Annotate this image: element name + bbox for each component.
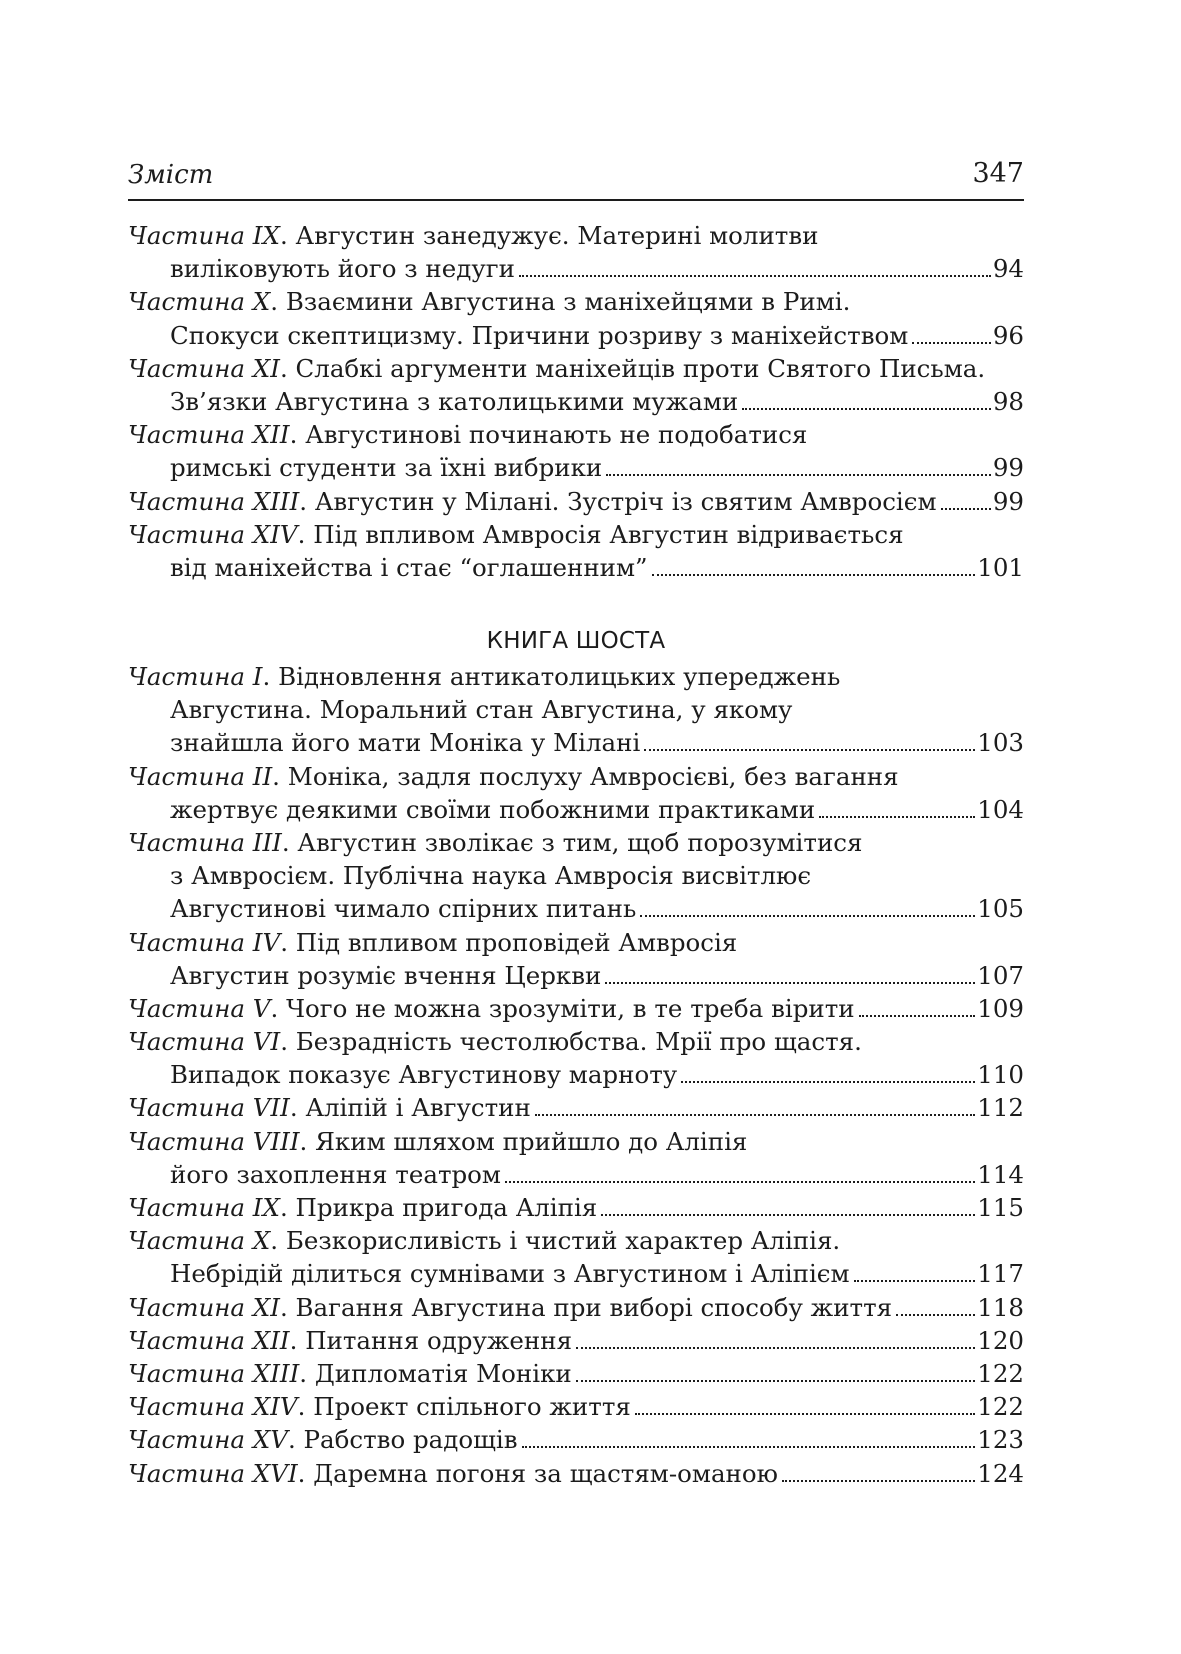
entry-title-text: Аліпій і Августин <box>305 1093 531 1123</box>
toc-entry-continuation-line <box>128 892 1024 925</box>
entry-page-number: 118 <box>977 1292 1024 1322</box>
entry-title-text: Яким шляхом прийшло до Аліпія <box>315 1126 748 1156</box>
header-title: Зміст <box>128 160 214 190</box>
entry-title-text: Спокуси скептицизму. Причини розриву з маніхейством <box>170 320 909 350</box>
toc-entry-continuation-line <box>128 793 1024 826</box>
dot-leader <box>854 1276 976 1282</box>
toc-entry-continuation-line <box>128 1058 1024 1091</box>
entry-title-text: Під впливом проповідей Амвросія <box>295 927 738 957</box>
entry-title-text: Вагання Августина при виборі способу життя <box>295 1292 893 1322</box>
toc-entry-first-line <box>128 1291 1024 1324</box>
entry-page-number: 94 <box>992 254 1024 284</box>
entry-page-number: 107 <box>977 960 1024 990</box>
entry-title-text: Слабкі аргументи маніхейців проти Святого Письма. <box>295 353 986 383</box>
entry-title-text: знайшла його мати Моніка у Мілані <box>170 728 641 758</box>
toc-entry-continuation-line <box>128 551 1024 584</box>
entry-title-text: Безкорисливість і чистий характер Аліпія. <box>285 1226 841 1256</box>
dot-leader <box>535 1110 975 1116</box>
part-label: Частина VII <box>128 1093 290 1123</box>
dot-leader <box>519 271 991 277</box>
toc-entry-continuation-line <box>128 1257 1024 1290</box>
toc-entry-first-line <box>128 1357 1024 1390</box>
part-separator: . <box>279 353 296 383</box>
entry-title-text: Під впливом Амвросія Августин відривається <box>313 519 904 549</box>
entry-page-number: 96 <box>992 320 1024 350</box>
entry-title-text: Августинові починають не подобатися <box>305 420 808 450</box>
part-label: Частина IX <box>128 1193 280 1222</box>
toc-entry-first-line <box>128 1390 1024 1423</box>
entry-title-text: Питання одруження <box>305 1325 573 1355</box>
part-separator: . <box>270 1226 286 1256</box>
toc-entry <box>128 1324 1024 1357</box>
dot-leader <box>859 1011 976 1017</box>
toc-entry-continuation-line <box>128 726 1024 759</box>
part-separator: . <box>289 1093 306 1123</box>
entry-page-number: 114 <box>977 1159 1024 1189</box>
part-label: Частина IV <box>128 927 281 957</box>
toc-entry-first-line <box>128 1091 1024 1124</box>
toc-entry <box>128 992 1024 1025</box>
part-label: Частина XI <box>128 353 280 383</box>
entry-page-number: 109 <box>977 993 1024 1023</box>
section-heading: КНИГА ШОСТА <box>486 628 666 654</box>
part-separator: . <box>297 519 314 549</box>
entry-title-text: Проект спільного життя <box>313 1392 631 1422</box>
dot-leader <box>606 470 991 476</box>
entry-title-text: Моніка, задля послуху Амвросієві, без вагання <box>287 761 899 791</box>
toc-entry-first-line <box>128 660 1024 693</box>
part-separator: . <box>270 993 287 1023</box>
dot-leader <box>681 1077 975 1083</box>
toc-entry <box>128 1291 1024 1324</box>
toc-entry <box>128 418 1024 484</box>
entry-page-number: 110 <box>977 1060 1024 1090</box>
entry-page-number: 101 <box>977 552 1024 582</box>
entry-title-text: жертвує деякими своїми побожними практиками <box>170 794 816 824</box>
toc-entry-continuation-line <box>128 319 1024 352</box>
part-separator: . <box>279 1292 296 1322</box>
part-label: Частина IX <box>128 221 280 250</box>
part-separator: . <box>299 1126 316 1156</box>
part-separator: . <box>289 420 306 450</box>
dot-leader <box>896 1310 975 1316</box>
entry-title-text: Рабство радощів <box>303 1425 518 1455</box>
entry-page-number: 112 <box>977 1093 1024 1123</box>
entry-title-text: Дипломатія Моніки <box>314 1358 572 1388</box>
toc-entry-first-line <box>128 1224 1024 1257</box>
toc-entry-continuation-line <box>128 693 1024 726</box>
entry-title-text: Августин занедужує. Материні молитви <box>295 221 819 250</box>
entry-title-text: Відновлення антикатолицьких упереджень <box>278 662 841 691</box>
part-separator: . <box>299 1358 315 1388</box>
dot-leader <box>819 812 975 818</box>
toc-entry <box>128 660 1024 760</box>
entry-title-text: Августина. Моральний стан Августина, у якому <box>170 695 793 725</box>
entry-page-number: 124 <box>977 1458 1024 1488</box>
dot-leader <box>576 1376 976 1382</box>
toc-entry <box>128 1390 1024 1423</box>
dot-leader <box>742 404 991 410</box>
toc-entry-first-line <box>128 219 1024 252</box>
part-separator: . <box>270 287 286 317</box>
dot-leader <box>782 1476 975 1482</box>
part-separator: . <box>280 927 296 957</box>
toc-entry-first-line <box>128 992 1024 1025</box>
dot-leader <box>505 1177 975 1183</box>
page-number: 347 <box>972 158 1024 189</box>
toc-entry-first-line <box>128 1125 1024 1158</box>
entry-title-text: виліковують його з недуги <box>170 254 515 284</box>
toc-entry <box>128 1091 1024 1124</box>
toc-entry-first-line <box>128 1423 1024 1456</box>
toc-block-book-five <box>128 219 1024 584</box>
dot-leader <box>941 504 991 510</box>
part-separator: . <box>297 1392 314 1422</box>
entry-page-number: 99 <box>992 486 1024 516</box>
part-label: Частина VIII <box>128 1126 300 1156</box>
toc-entry-continuation-line <box>128 451 1024 484</box>
entry-title-text: Безрадність честолюбства. Мрії про щастя. <box>295 1027 862 1057</box>
dot-leader <box>640 911 975 917</box>
entry-title-text: Взаємини Августина з маніхейцями в Римі. <box>285 287 851 317</box>
toc-entry-first-line <box>128 760 1024 793</box>
entry-page-number: 99 <box>992 453 1024 483</box>
dot-leader <box>635 1409 975 1415</box>
toc-entry-first-line <box>128 418 1024 451</box>
toc-entry-first-line <box>128 1191 1024 1224</box>
entry-title-text: Августин у Мілані. Зустріч із святим Амвросієм <box>314 486 937 516</box>
part-label: Частина XII <box>128 420 290 450</box>
part-separator: . <box>280 1027 296 1057</box>
dot-leader <box>652 570 976 576</box>
toc-entry-first-line <box>128 1457 1024 1490</box>
entry-title-text: римські студенти за їхні вибрики <box>170 453 603 483</box>
toc-entry-continuation-line <box>128 385 1024 418</box>
entry-title-text: Августин зволікає з тим, щоб порозумітися <box>297 827 863 857</box>
part-label: Частина X <box>128 287 271 317</box>
toc-entry-first-line <box>128 1324 1024 1357</box>
toc-entry <box>128 760 1024 826</box>
toc-entry <box>128 826 1024 926</box>
part-label: Частина XI <box>128 1292 280 1322</box>
toc-entry <box>128 1357 1024 1390</box>
toc-entry <box>128 1224 1024 1290</box>
part-label: Частина XIII <box>128 486 300 516</box>
part-separator: . <box>299 486 315 516</box>
toc-block-book-six <box>128 660 1024 1490</box>
entry-title-text: від маніхейства і стає “оглашенним” <box>170 552 648 582</box>
running-header <box>128 157 1024 201</box>
toc-entry <box>128 1125 1024 1191</box>
entry-title-text: Чого не можна зрозуміти, в те треба вірити <box>286 993 855 1023</box>
entry-title-text: його захоплення театром <box>170 1159 501 1189</box>
toc-entry <box>128 352 1024 418</box>
entry-page-number: 103 <box>977 728 1024 758</box>
part-separator: . <box>272 761 288 791</box>
toc-entry-first-line <box>128 352 1024 385</box>
entry-page-number: 115 <box>977 1193 1024 1222</box>
toc-entry <box>128 926 1024 992</box>
dot-leader <box>912 338 991 344</box>
part-label: Частина XIII <box>128 1358 300 1388</box>
entry-page-number: 98 <box>992 386 1024 416</box>
toc-entry-continuation-line <box>128 859 1024 892</box>
part-label: Частина X <box>128 1226 271 1256</box>
entry-page-number: 122 <box>977 1358 1024 1388</box>
part-label: Частина XII <box>128 1325 290 1355</box>
part-separator: . <box>281 827 298 857</box>
entry-title-text: Даремна погоня за щастям-оманою <box>313 1458 778 1488</box>
toc-entry-continuation-line <box>128 959 1024 992</box>
toc-entry-first-line <box>128 518 1024 551</box>
toc-entry <box>128 1025 1024 1091</box>
toc-entry <box>128 1457 1024 1490</box>
part-label: Частина XIV <box>128 1392 298 1422</box>
entry-page-number: 122 <box>977 1392 1024 1422</box>
part-label: Частина III <box>128 827 282 857</box>
toc-entry <box>128 485 1024 518</box>
entry-title-text: Випадок показує Августинову марноту <box>170 1060 678 1090</box>
dot-leader <box>576 1343 975 1349</box>
entry-title-text: Небрідій ділиться сумнівами з Августином і Аліпієм <box>170 1259 850 1289</box>
part-label: Частина II <box>128 761 273 791</box>
toc-entry-first-line <box>128 485 1024 518</box>
part-separator: . <box>287 1425 304 1455</box>
dot-leader <box>605 978 975 984</box>
dot-leader <box>644 745 975 751</box>
toc-entry-continuation-line <box>128 252 1024 285</box>
entry-page-number: 123 <box>977 1425 1024 1455</box>
part-label: Частина XVI <box>128 1458 298 1488</box>
part-separator: . <box>289 1325 306 1355</box>
dot-leader <box>522 1442 976 1448</box>
entry-page-number: 120 <box>977 1325 1024 1355</box>
dot-leader <box>601 1210 975 1216</box>
entry-page-number: 105 <box>977 894 1024 924</box>
part-label: Частина V <box>128 993 271 1023</box>
toc-entry-continuation-line <box>128 1158 1024 1191</box>
toc-entry-first-line <box>128 826 1024 859</box>
entry-title-text: Прикра пригода Аліпія <box>295 1193 598 1222</box>
part-label: Частина XIV <box>128 519 298 549</box>
part-separator: . <box>297 1458 314 1488</box>
entry-page-number: 117 <box>977 1259 1024 1289</box>
toc-entry <box>128 1191 1024 1224</box>
toc-entry <box>128 285 1024 351</box>
entry-title-text: з Амвросієм. Публічна наука Амвросія висвітлює <box>170 861 812 891</box>
toc-entry <box>128 1423 1024 1456</box>
book-page <box>128 0 1024 1654</box>
part-label: Частина VI <box>128 1027 281 1057</box>
toc-entry-first-line <box>128 1025 1024 1058</box>
entry-title-text: Зв’язки Августина з католицькими мужами <box>170 386 739 416</box>
part-separator: . <box>279 221 296 250</box>
toc-entry <box>128 518 1024 584</box>
part-label: Частина XV <box>128 1425 288 1455</box>
part-label: Частина I <box>128 662 263 691</box>
entry-page-number: 104 <box>977 794 1024 824</box>
part-separator: . <box>279 1193 296 1222</box>
toc-entry-first-line <box>128 285 1024 318</box>
toc-entry-first-line <box>128 926 1024 959</box>
entry-title-text: Августинові чимало спірних питань <box>170 894 637 924</box>
part-separator: . <box>262 662 279 691</box>
toc-entry <box>128 219 1024 285</box>
entry-title-text: Августин розуміє вчення Церкви <box>170 960 602 990</box>
